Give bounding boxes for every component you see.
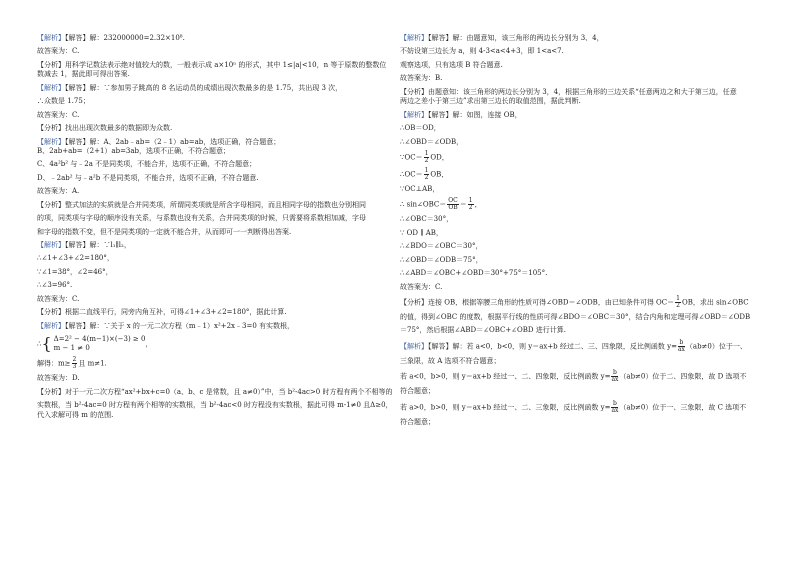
line-text: ∵∠1=38°，∠2=46°， (37, 267, 113, 276)
text-line (37, 84, 387, 93)
formula-line (400, 401, 750, 414)
text: 【分析】连接 OB，根据等腰三角形的性质可得∠OBD＝∠ODB，由已知条件可得 OC＝ (400, 298, 675, 307)
fraction (678, 340, 685, 353)
fraction-numerator: b (613, 369, 617, 377)
text-line (400, 229, 750, 238)
text-line (37, 308, 387, 317)
line-text: 【分析】找出出现次数最多的数据即为众数. (37, 124, 173, 133)
line-text: 的值，得到∠OBC 的度数，根据平行线的性质可得∠BDO＝∠OBC＝30°，结合内角和定理可得∠OBD＝∠ODB (400, 313, 751, 321)
line-text: 和字母的指数不变，但不是同类项的一定就不能合并，从而即可一一判断得出答案. (37, 227, 292, 236)
text-line (37, 228, 387, 237)
line-text: ∴∠BDO＝∠OBC＝30°， (400, 242, 483, 251)
fraction (468, 198, 474, 211)
text-line (400, 326, 750, 335)
left-column (37, 34, 393, 420)
text-line (37, 401, 393, 410)
fraction-numerator: 1 (676, 295, 680, 302)
text-line (37, 138, 387, 147)
line-text: 故答案为：C. (37, 294, 80, 303)
line-text: 【解答】解：如图，连接 OB， (428, 110, 522, 119)
line-text: 【分析】由题意知：该三角形的两边长分别为 3，4，根据三角形的三边关系“任意两边之和大于第三边，任意 (400, 87, 737, 96)
text-line (400, 138, 750, 147)
line-text: 符合题意； (400, 417, 435, 426)
line-text: 观察选项，只有选项 B 符合题意. (400, 60, 503, 69)
line-text: 【分析】用科学记数法表示绝对值较大的数，一般表示成 a×10ⁿ 的形式，其中 1≤|a|<10，n 等于原数的整数位 (37, 60, 387, 69)
formula-line (400, 168, 750, 181)
text-line (37, 281, 387, 290)
text: OD， (430, 153, 449, 162)
fraction (611, 370, 618, 383)
text-line (37, 61, 387, 70)
fraction-denominator: OB (448, 204, 458, 212)
text-line (400, 34, 750, 43)
text-line (400, 269, 750, 278)
fraction-numerator: 1 (468, 197, 473, 205)
line-text: ＝75°，然后根据∠ABD＝∠OBC+∠OBD 进行计算. (400, 326, 566, 335)
sin-formula-line (400, 198, 750, 211)
system-line: m − 1 ≠ 0 (53, 344, 90, 353)
solution-tag: 【解析】 (37, 241, 65, 249)
right-column (400, 34, 750, 427)
fraction (424, 151, 430, 164)
text: ∵OC＝ (400, 153, 423, 162)
line-text: 故答案为：C. (37, 110, 80, 119)
fraction-denominator: 2 (468, 204, 473, 212)
fraction (447, 198, 459, 211)
text-line (37, 147, 387, 156)
line-text: ∴OB＝OD， (400, 124, 441, 133)
line-text: 【解答】解：由题意知，该三角形的两边长分别为 3、4， (428, 34, 604, 42)
fraction-numerator: b (679, 338, 684, 346)
line-text: ∴∠3=96°. (37, 281, 73, 290)
line-text: 故答案为：D. (37, 374, 80, 383)
line-text: 故答案为：A. (37, 187, 80, 196)
text-line (400, 418, 750, 427)
text-line (37, 322, 387, 331)
line-text: 不妨设第三边长为 a，则 4-3<a<4+3，即 1<a<7. (400, 47, 564, 56)
text-line (400, 111, 750, 120)
text-line (37, 241, 387, 250)
text-line (400, 357, 750, 366)
line-text: B、2ab+ab=（2+1）ab=3ab，选项不正确，不符合题意； (37, 146, 231, 155)
line-text: C、4a²b² 与﹣2a 不是同类项，不能合并，选项不正确，不符合题意； (37, 160, 257, 169)
line-text: 【解答】解：∵参加男子跳高的 8 名运动员的成绩出现次数最多的是 1.75，共出现 3 次， (65, 83, 343, 92)
solution-tag: 【解析】 (37, 137, 65, 146)
system-lines (54, 335, 146, 353)
text: ∴OC＝ (400, 170, 423, 179)
line-text: 【解答】解：∵l₁∥l₂， (65, 241, 131, 249)
fraction-denominator: ax (677, 345, 685, 353)
text: 若 a>0，b>0，则 y＝ax+b 经过一、二、三象限，反比例函数 y= (400, 403, 611, 412)
line-text: ∴众数是 1.75； (37, 97, 90, 106)
line-text: 两边之差小于第三边”求出第三边长的取值范围，据此判断. (400, 97, 581, 106)
text-line (400, 61, 750, 70)
line-text: D、﹣2ab² 与﹣a²b 不是同类项，不能合并，选项不正确，不符合题意. (37, 173, 259, 182)
fraction-denominator: 2 (424, 156, 429, 164)
text-line (400, 47, 750, 56)
formula-line (400, 151, 750, 164)
fraction-numerator: 1 (424, 149, 429, 157)
text: ＝ (459, 200, 467, 209)
text-line (400, 242, 750, 251)
line-text: 【分析】对于一元二次方程“ax²+bx+c=0（a、b、c 是常数，且 a≠0）”中，当 b²-4ac>0 时方程有两个不相等的 (37, 387, 393, 396)
line-text: 三象限，故 A 选项不符合题意； (400, 356, 501, 365)
system-line: Δ=2² − 4(m−1)×(−3) ≥ 0 (53, 335, 146, 344)
line-text: 【分析】根据二直线平行，同旁内角互补，可得∠1+∠3+∠2=180°，据此计算. (37, 308, 287, 317)
line-text: 符合题意； (400, 387, 435, 396)
formula-line (400, 340, 750, 353)
text: 解得：m≥ (37, 359, 71, 368)
text-line (400, 185, 750, 194)
solution-line (37, 357, 387, 370)
fraction (72, 357, 78, 370)
fraction (424, 168, 430, 181)
text: ， (145, 340, 153, 349)
text-line (37, 34, 387, 43)
text-line (400, 313, 750, 322)
solution-tag: 【解析】 (400, 342, 428, 351)
fraction-numerator: OC (448, 197, 458, 205)
line-text: 实数根，当 b²-4ac=0 时方程有两个相等的实数根，当 b²-4ac<0 时方程没有实数根，据此可得 m-1≠0 且Δ≥0， (37, 401, 393, 410)
text: ， (474, 200, 482, 209)
text-line (37, 47, 387, 56)
fraction-denominator: 2 (424, 173, 429, 181)
line-text: 故答案为：B. (400, 74, 443, 83)
text: 【解答】解：若 a<0，b<0，则 y＝ax+b 经过二、三、四象限，反比例函数 y= (428, 342, 677, 351)
text-line (400, 387, 750, 396)
fraction (611, 401, 618, 414)
text-line (37, 201, 387, 210)
inequality-system (37, 335, 387, 353)
text-line (37, 174, 387, 183)
text-line (400, 283, 750, 292)
text: （ab≠0）位于一、三象限，故 C 选项不 (619, 403, 747, 412)
therefore-symbol: ∴ (37, 340, 42, 349)
text: ∴ sin∠OBC＝ (400, 200, 447, 209)
text: （ab≠0）位于一、 (685, 342, 747, 351)
fraction-denominator: ax (611, 376, 619, 384)
solution-tag: 【解析】 (37, 321, 65, 330)
text-line (37, 214, 387, 223)
text-line (37, 70, 387, 79)
analysis-line (400, 296, 750, 309)
line-text: 故答案为：C. (37, 47, 80, 56)
solution-tag: 【解析】 (37, 83, 65, 92)
solution-tag: 【解析】 (400, 110, 428, 119)
text: 若 a<0，b>0，则 y＝ax+b 经过一、二、四象限，反比例函数 y= (400, 372, 611, 381)
text: 且 m≠1. (78, 359, 107, 368)
text: （ab≠0）位于二、四象限，故 D 选项不 (619, 372, 747, 381)
brace: { (41, 334, 52, 354)
text-line (37, 97, 387, 106)
text-line (37, 187, 387, 196)
line-text: ∴∠1+∠3+∠2=180°， (37, 254, 114, 263)
fraction-numerator: 1 (424, 166, 429, 174)
text-line (400, 215, 750, 224)
fraction-denominator: 3 (72, 363, 77, 371)
line-text: 【解答】解：A、2ab﹣ab=（2﹣1）ab=ab，选项正确，符合题意； (65, 137, 281, 146)
fraction-denominator: ax (611, 406, 619, 414)
text-line (37, 160, 387, 169)
text-line (37, 124, 387, 133)
text-line (400, 88, 750, 97)
text-line (37, 374, 387, 383)
line-text: ∵OC⊥AB， (400, 184, 440, 193)
text-line (400, 256, 750, 265)
solution-tag: 【解析】 (37, 34, 65, 42)
line-text: ∴∠OBC＝30°， (400, 215, 454, 224)
line-text: 的项，同类项与字母的顺序没有关系，与系数也没有关系，合并同类项的时候，只需要将系数相加减，字母 (37, 214, 366, 223)
fraction-denominator: 2 (676, 302, 680, 309)
line-text: ∴∠OBD＝∠ODB＝75°， (400, 255, 483, 264)
fraction-numerator: b (613, 399, 617, 407)
text-line (400, 124, 750, 133)
text: OB， (430, 170, 449, 179)
line-text: 数减去 1，据此即可得出答案. (37, 70, 130, 79)
text-line (37, 387, 393, 397)
line-text: 代入求解可得 m 的范围. (37, 410, 114, 419)
line-text: 【解答】解：∵关于 x 的一元二次方程（m﹣1）x²+2x﹣3=0 有实数根， (65, 321, 295, 330)
fraction (675, 296, 681, 309)
line-text: ∴∠ABD＝∠OBC+∠OBD＝30°+75°＝105°. (400, 269, 548, 278)
text-line (400, 74, 750, 83)
text-line (37, 254, 387, 263)
text: OB，求出 sin∠OBC (681, 298, 749, 307)
line-text: 【分析】整式加法的实质就是合并同类项，所谓同类项就是所含字母相同，而且相同字母的指数也分别相同 (37, 200, 366, 209)
formula-line (400, 370, 750, 383)
solution-tag: 【解析】 (400, 34, 428, 42)
line-text: ∴∠OBD＝∠ODB， (400, 137, 464, 146)
text-line (37, 295, 387, 304)
line-text: ∵ OD ∥ AB， (400, 228, 443, 237)
fraction-numerator: 2 (72, 356, 77, 364)
line-text: 【解答】解：232000000=2.32×10⁸. (65, 34, 185, 42)
text-line (400, 97, 750, 106)
line-text: 故答案为：C. (400, 282, 443, 291)
text-line (37, 411, 387, 420)
text-line (37, 111, 387, 120)
text-line (37, 268, 387, 277)
